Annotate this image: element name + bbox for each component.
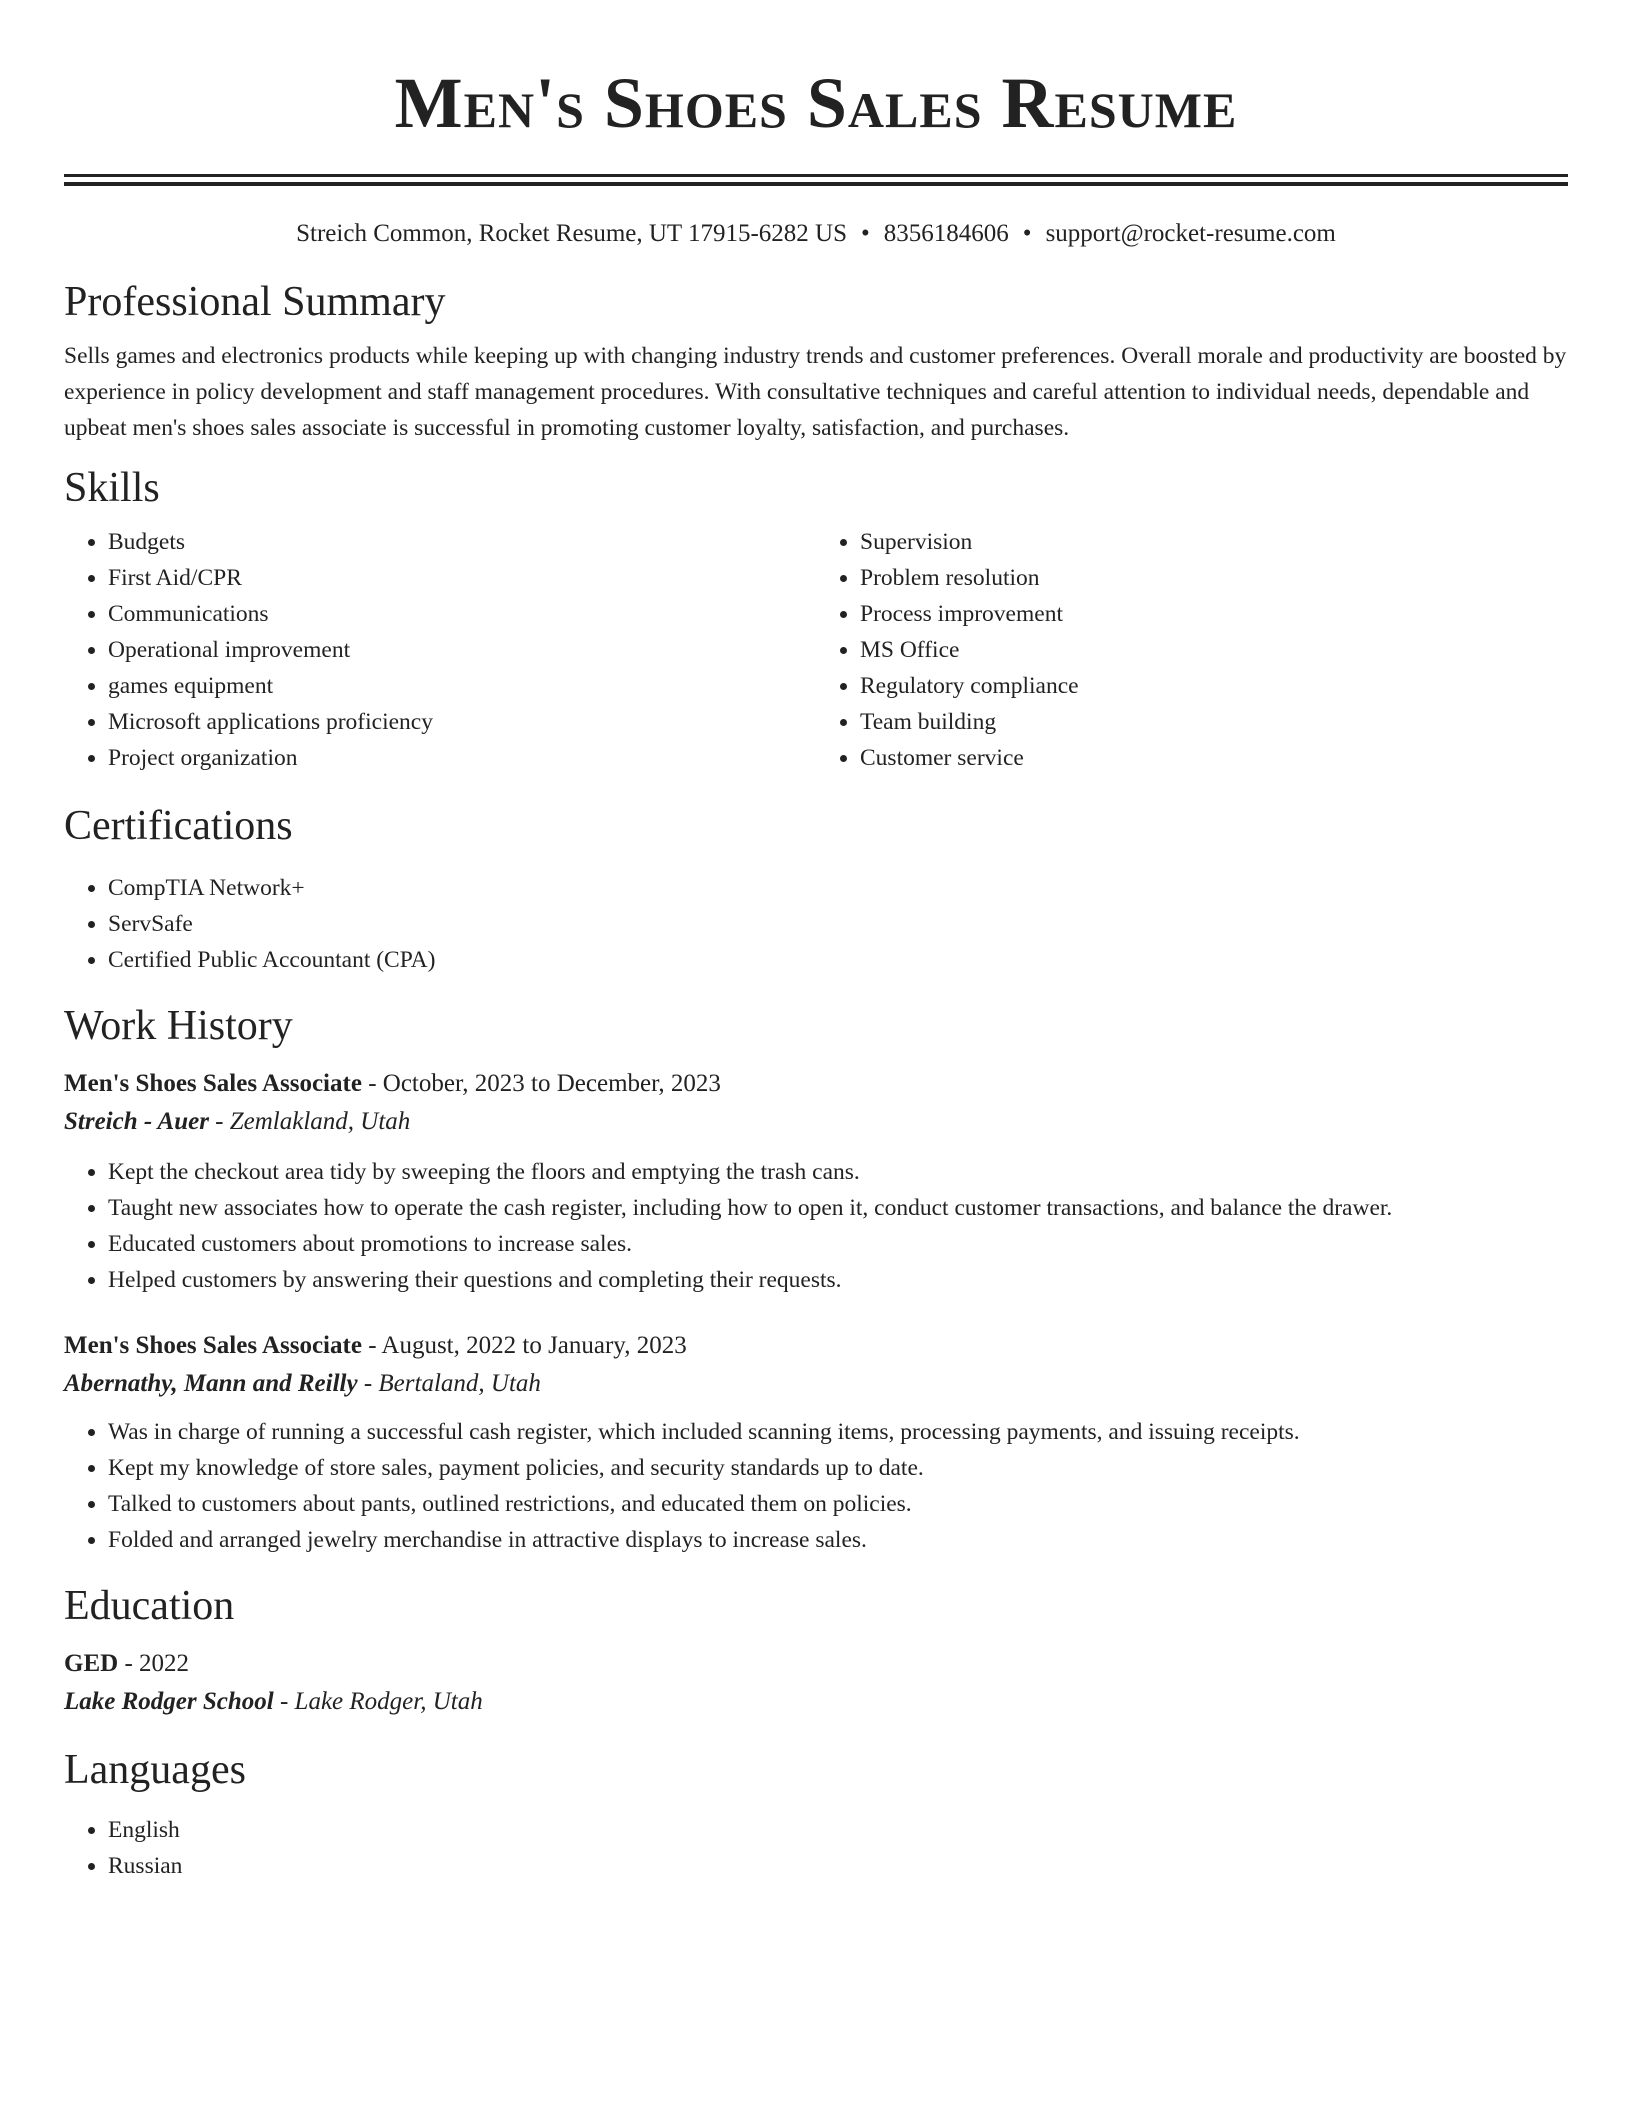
- job-bullets: [64, 1154, 1568, 1298]
- job-bullet: • Kept my knowledge of store sales, payment policies, and security standards up to date.: [108, 1450, 1568, 1486]
- contact-phone: 8356184606: [883, 220, 1009, 247]
- certifications-section: [64, 800, 1568, 978]
- job-title-line: [64, 1066, 1568, 1102]
- education-year: 2022: [139, 1650, 190, 1677]
- skill-item: • Microsoft applications proficiency: [108, 704, 816, 740]
- language-item: • Russian: [108, 1848, 1568, 1884]
- education-location: Lake Rodger, Utah: [294, 1688, 483, 1715]
- work-history-heading: Work History: [64, 1003, 293, 1049]
- job-location: Zemlakland, Utah: [229, 1108, 411, 1135]
- skills-section: [64, 462, 1568, 776]
- summary-text: Sells games and electronics products while keeping up with changing industry trends and customer preferences. Overall morale and productivity are boosted by experience in policy development and staff management procedures. With consultative techniques and careful attention to individual needs, dependable and upbeat men's shoes sales associate is successful in promoting customer loyalty, satisfaction, and purchases.: [64, 343, 1567, 441]
- job-company-line: [64, 1102, 1568, 1142]
- skills-heading: Skills: [64, 465, 160, 511]
- skills-list-right: [816, 524, 1568, 776]
- dash: -: [273, 1688, 295, 1715]
- skill-item: • Operational improvement: [108, 632, 816, 668]
- job-bullet: • Helped customers by answering their questions and completing their requests.: [108, 1262, 1568, 1298]
- job-title: Men's Shoes Sales Associate: [64, 1070, 362, 1097]
- summary-heading: Professional Summary: [64, 279, 446, 325]
- job-entry: [64, 1328, 1568, 1558]
- contact-separator: •: [861, 220, 870, 247]
- skill-item: • Team building: [860, 704, 1568, 740]
- education-school: Lake Rodger School: [64, 1688, 274, 1715]
- work-history-section: [64, 1000, 1568, 1558]
- job-company: Streich - Auer: [64, 1108, 209, 1135]
- language-item: • English: [108, 1812, 1568, 1848]
- education-degree: GED: [64, 1650, 119, 1677]
- job-bullet: • Folded and arranged jewelry merchandise in attractive displays to increase sales.: [108, 1522, 1568, 1558]
- skills-columns: [64, 524, 1568, 776]
- job-title-line: [64, 1328, 1568, 1364]
- skill-item: • Process improvement: [860, 596, 1568, 632]
- certification-item: • ServSafe: [108, 906, 1568, 942]
- skill-item: • Project organization: [108, 740, 816, 776]
- education-degree-line: [64, 1646, 1568, 1682]
- education-section: [64, 1580, 1568, 1722]
- skill-item: • Communications: [108, 596, 816, 632]
- job-company: Abernathy, Mann and Reilly: [64, 1370, 358, 1397]
- job-location: Bertaland, Utah: [378, 1370, 541, 1397]
- job-entry: [64, 1066, 1568, 1298]
- job-company-line: [64, 1364, 1568, 1404]
- certifications-list: [64, 870, 1568, 978]
- skills-list-left: [64, 524, 816, 776]
- resume-title: Men's Shoes Sales Resume: [394, 63, 1238, 143]
- languages-heading: Languages: [64, 1747, 246, 1793]
- skill-item: • Budgets: [108, 524, 816, 560]
- skill-item: • Regulatory compliance: [860, 668, 1568, 704]
- skill-item: • MS Office: [860, 632, 1568, 668]
- job-dates: October, 2023 to December, 2023: [382, 1070, 721, 1097]
- summary-section: [64, 276, 1568, 446]
- skill-item: • Supervision: [860, 524, 1568, 560]
- job-bullet: • Talked to customers about pants, outlined restrictions, and educated them on policies.: [108, 1486, 1568, 1522]
- certification-item: • CompTIA Network+: [108, 870, 1568, 906]
- languages-section: [64, 1744, 1568, 1884]
- skill-item: • Customer service: [860, 740, 1568, 776]
- languages-list: [64, 1812, 1568, 1884]
- title-rule-bottom: [64, 182, 1568, 186]
- dash: -: [208, 1108, 230, 1135]
- certification-item: • Certified Public Accountant (CPA): [108, 942, 1568, 978]
- contact-separator: •: [1022, 220, 1032, 247]
- skill-item: • Problem resolution: [860, 560, 1568, 596]
- dash: -: [357, 1370, 379, 1397]
- title-rule-top: [64, 174, 1568, 177]
- job-bullet: • Taught new associates how to operate the cash register, including how to open it, conduct customer transactions, and balance the drawer.: [108, 1190, 1568, 1226]
- job-bullet: • Educated customers about promotions to increase sales.: [108, 1226, 1568, 1262]
- dash: -: [118, 1650, 140, 1677]
- job-bullet: • Kept the checkout area tidy by sweeping the floors and emptying the trash cans.: [108, 1154, 1568, 1190]
- contact-email[interactable]: support@rocket-resume.com: [1045, 220, 1336, 247]
- contact-line: [64, 216, 1568, 252]
- job-bullets: [64, 1414, 1568, 1558]
- job-dates: August, 2022 to January, 2023: [381, 1332, 687, 1359]
- certifications-heading: Certifications: [64, 803, 293, 849]
- education-heading: Education: [64, 1583, 235, 1629]
- dash: -: [361, 1332, 382, 1359]
- education-school-line: [64, 1682, 1568, 1722]
- skill-item: • games equipment: [108, 668, 816, 704]
- dash: -: [361, 1070, 383, 1097]
- skill-item: • First Aid/CPR: [108, 560, 816, 596]
- job-title: Men's Shoes Sales Associate: [64, 1332, 362, 1359]
- job-bullet: • Was in charge of running a successful cash register, which included scanning items, processing payments, and issuing receipts.: [108, 1414, 1568, 1450]
- contact-address: Streich Common, Rocket Resume, UT 17915-6282 US: [296, 220, 848, 247]
